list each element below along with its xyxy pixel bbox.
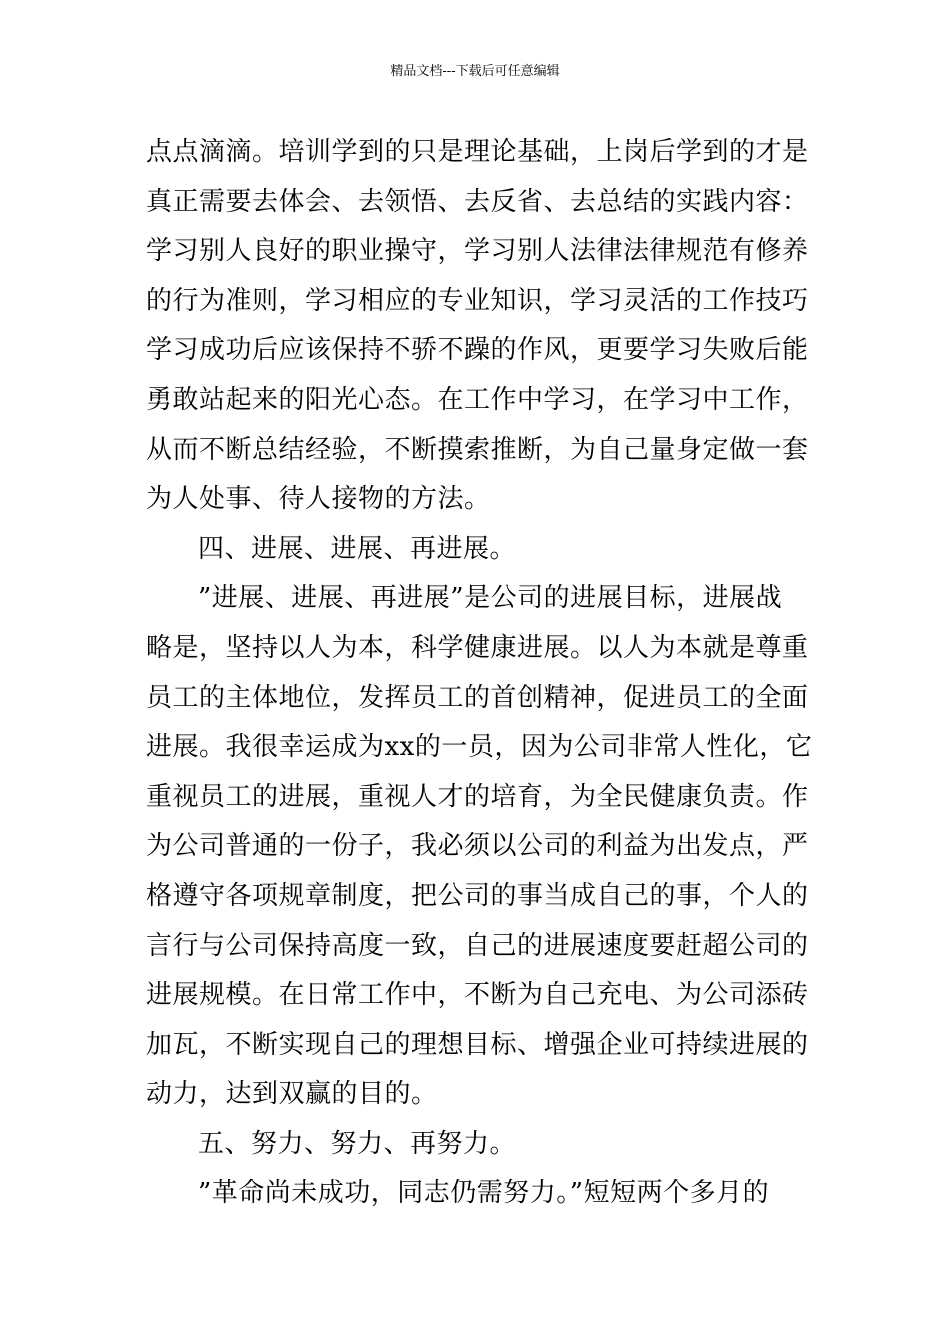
text-line: 的行为准则，学习相应的专业知识，学习灵活的工作技巧 [146,285,809,316]
text-line: ”进展、进展、再进展”是公司的进展目标，进展战 [198,583,783,614]
text-line: 略是，坚持以人为本，科学健康进展。以人为本就是尊重 [146,632,809,663]
text-line: 五、努力、努力、再努力。 [198,1128,517,1159]
text-line: 真正需要去体会、去领悟、去反省、去总结的实践内容： [146,186,809,217]
text-line: 四、进展、进展、再进展。 [198,533,517,564]
text-line: 动力，达到双赢的目的。 [146,1079,438,1110]
page-header: 精品文档---下载后可任意编辑 [390,64,560,79]
text-line: 格遵守各项规章制度，把公司的事当成自己的事，个人的 [146,880,809,911]
text-line: 勇敢站起来的阳光心态。在工作中学习，在学习中工作， [146,384,809,415]
text-line: 点点滴滴。培训学到的只是理论基础，上岗后学到的才是 [146,137,809,167]
text-line: ”革命尚未成功，同志仍需努力。”短短两个多月的 [198,1178,770,1209]
text-line: 为公司普通的一份子，我必须以公司的利益为出发点，严 [146,831,809,862]
text-line: 学习成功后应该保持不骄不躁的作风，更要学习失败后能 [146,335,809,366]
text-line: 为人处事、待人接物的方法。 [146,484,491,515]
text-line: 进展。我很幸运成为xx的一员，因为公司非常人性化，它 [146,732,813,763]
text-line: 学习别人良好的职业操守，学习别人法律法律规范有修养 [146,236,809,267]
body-text [146,128,814,1219]
text-line: 进展规模。在日常工作中，不断为自己充电、为公司添砖 [146,980,809,1011]
text-line: 重视员工的进展，重视人才的培育，为全民健康负责。作 [146,781,809,812]
text-line: 从而不断总结经验，不断摸索推断，为自己量身定做一套 [146,434,809,465]
text-line: 员工的主体地位，发挥员工的首创精神，促进员工的全面 [146,682,809,713]
text-line: 言行与公司保持高度一致，自己的进展速度要赶超公司的 [146,930,809,961]
text-line: 加瓦，不断实现自己的理想目标、增强企业可持续进展的 [146,1029,809,1060]
